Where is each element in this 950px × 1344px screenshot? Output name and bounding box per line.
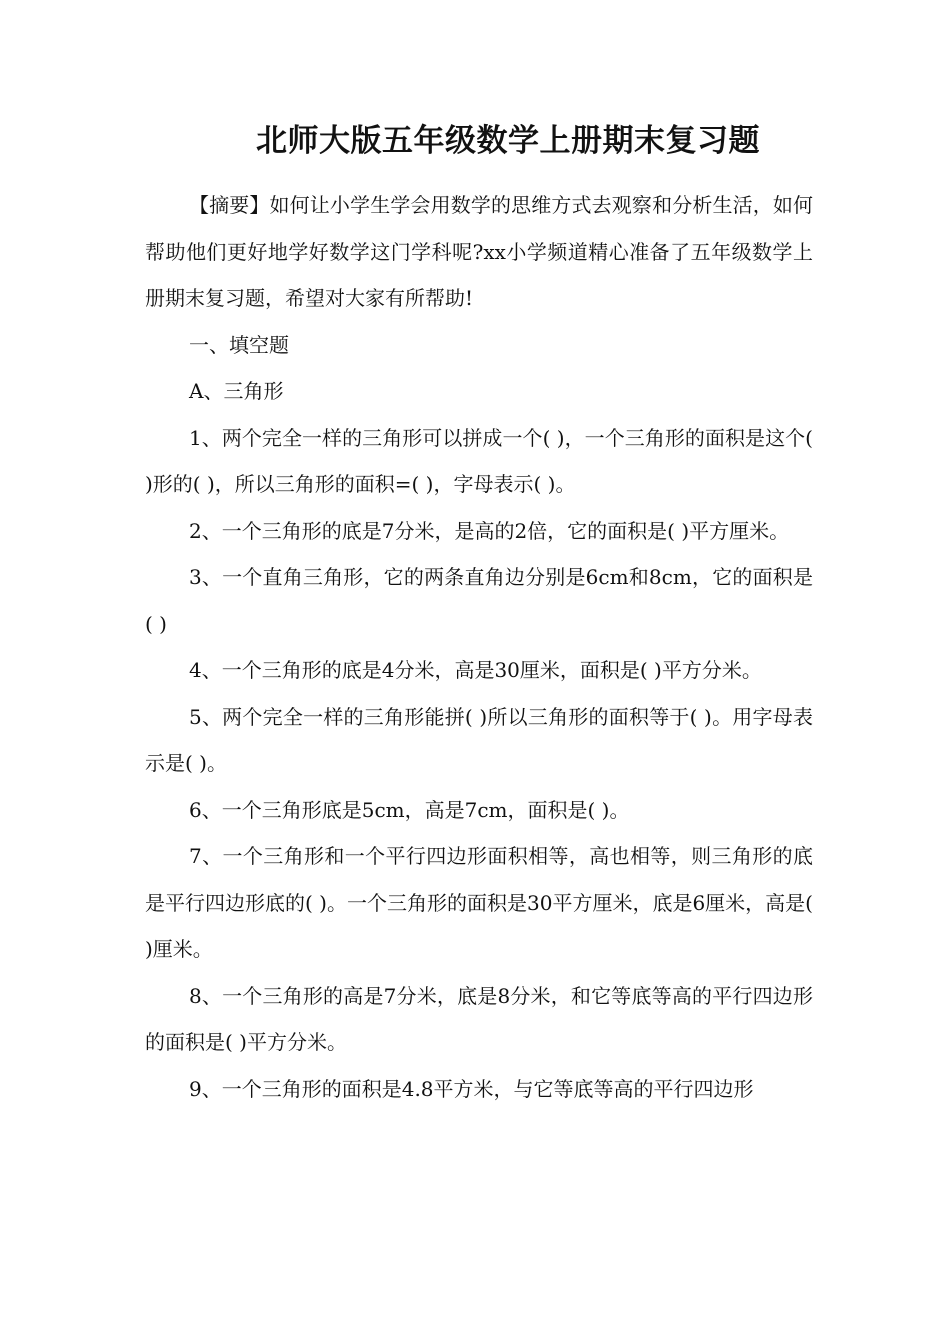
question-5: 5、两个完全一样的三角形能拼( )所以三角形的面积等于( )。用字母表示是( )。	[145, 704, 813, 775]
question-3: 3、一个直角三角形，它的两条直角边分别是6cm和8cm，它的面积是( )	[145, 565, 813, 636]
document-title: 北师大版五年级数学上册期末复习题	[256, 123, 760, 159]
question-9: 9、一个三角形的面积是4.8平方米，与它等底等高的平行四边形	[189, 1076, 754, 1101]
question-1: 1、两个完全一样的三角形可以拼成一个( )，一个三角形的面积是这个( )形的( )，所以三角形的面积=( )，字母表示( )。	[145, 425, 813, 496]
question-8: 8、一个三角形的高是7分米，底是8分米，和它等底等高的平行四边形的面积是( )平方分米。	[145, 983, 813, 1054]
question-2: 2、一个三角形的底是7分米，是高的2倍，它的面积是( )平方厘米。	[189, 518, 790, 543]
question-6: 6、一个三角形底是5cm，高是7cm，面积是( )。	[189, 797, 630, 822]
question-4: 4、一个三角形的底是4分米，高是30厘米，面积是( )平方分米。	[189, 658, 762, 682]
document-body	[145, 182, 813, 1112]
section-heading: 一、填空题	[189, 332, 289, 357]
subsection-heading: A、三角形	[189, 379, 284, 403]
question-7: 7、一个三角形和一个平行四边形面积相等，高也相等，则三角形的底是平行四边形底的( )。一个三角形的面积是30平方厘米，底是6厘米，高是( )厘米。	[145, 844, 813, 961]
abstract-paragraph: 【摘要】如何让小学生学会用数学的思维方式去观察和分析生活，如何帮助他们更好地学好数学这门学科呢?xx小学频道精心准备了五年级数学上册期末复习题，希望对大家有所帮助!	[145, 193, 813, 310]
